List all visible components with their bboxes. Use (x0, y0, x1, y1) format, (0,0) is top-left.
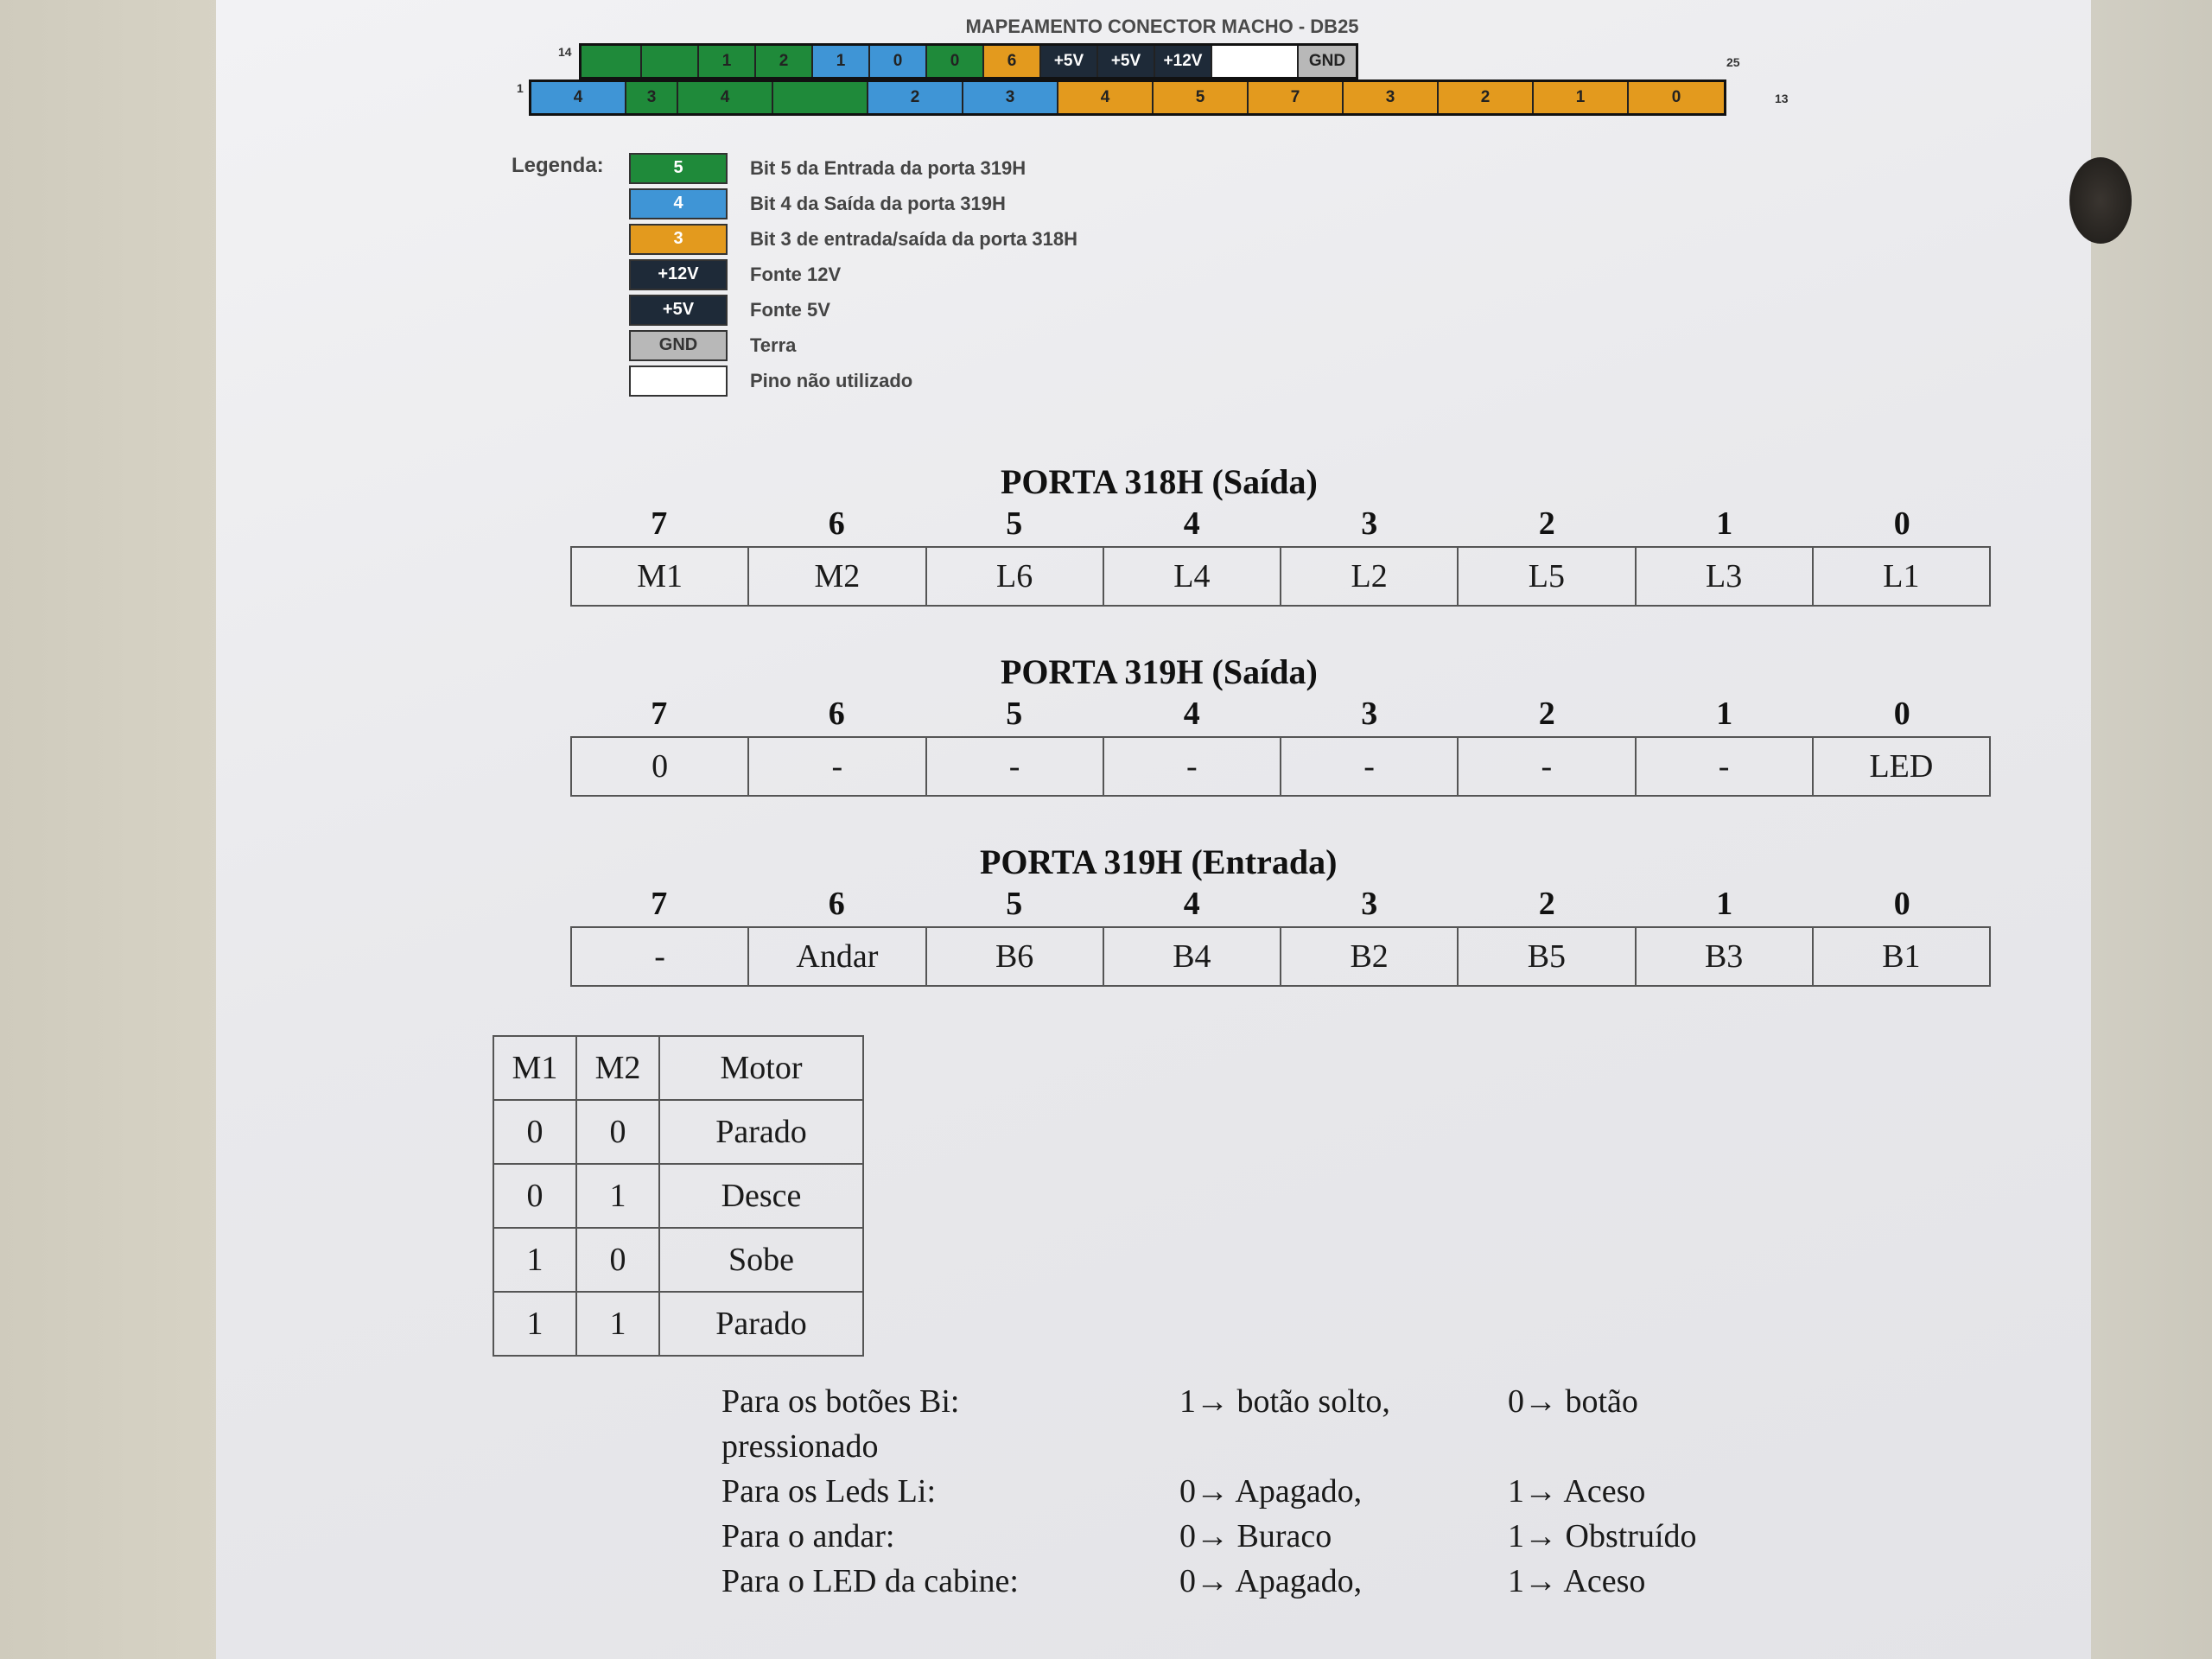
port-cell: B2 (1281, 928, 1459, 985)
port-319h-out-table (570, 736, 1991, 797)
port-cell: - (1637, 738, 1814, 795)
bit-header: 5 (1006, 505, 1023, 542)
header-m1: M1 (493, 1036, 576, 1100)
connector-pin: 0 (1629, 82, 1724, 113)
bit-header: 1 (1716, 505, 1733, 542)
connector-pin: 1 (813, 46, 870, 77)
connector-bottom-row (529, 79, 1726, 116)
connector-title: MAPEAMENTO CONECTOR MACHO - DB25 (965, 16, 1359, 37)
bit-header: 1 (1716, 886, 1733, 922)
port-cell: M2 (749, 548, 926, 605)
bit-header: 0 (1893, 886, 1910, 922)
legend-text: Fonte 12V (750, 263, 842, 285)
port-319h-in-title: PORTA 319H (Entrada) (980, 842, 1338, 881)
legend-swatch: +12V (629, 259, 728, 290)
legend-label: Legenda: (512, 154, 604, 177)
legend-text: Pino não utilizado (750, 369, 913, 391)
port-318h-out-title: PORTA 318H (Saída) (1001, 462, 1318, 501)
legend (629, 150, 1077, 398)
legend-text: Terra (750, 334, 797, 356)
legend-text: Fonte 5V (750, 298, 830, 321)
legend-swatch: GND (629, 330, 728, 361)
table-row (493, 1100, 863, 1164)
connector-pin: +5V (1098, 46, 1155, 77)
cell-m2: 0 (576, 1100, 659, 1164)
port-cell: - (572, 928, 749, 985)
cell-m2: 0 (576, 1228, 659, 1292)
bit-header: 7 (651, 696, 668, 732)
bit-header: 3 (1361, 696, 1378, 732)
port-cell: 0 (572, 738, 749, 795)
cell-m1: 1 (493, 1228, 576, 1292)
connector-pin (642, 46, 699, 77)
note-value-a: 0→ Buraco (1179, 1518, 1332, 1554)
cell-m2: 1 (576, 1292, 659, 1356)
bit-header: 3 (1361, 886, 1378, 922)
note-subject: Para os botões Bi: (721, 1383, 960, 1420)
connector-pin: GND (1299, 46, 1356, 77)
connector-pin: 3 (1344, 82, 1439, 113)
pin-label-13: 13 (1775, 92, 1789, 105)
connector-pin: 2 (1439, 82, 1534, 113)
connector-pin: +5V (1041, 46, 1098, 77)
bit-header: 4 (1183, 886, 1200, 922)
note-subject: Para o LED da cabine: (721, 1563, 1019, 1599)
legend-item (629, 221, 1077, 257)
bit-header: 5 (1006, 886, 1023, 922)
legend-item (629, 186, 1077, 221)
header-m2: M2 (576, 1036, 659, 1100)
cell-m1: 1 (493, 1292, 576, 1356)
note-value-a: 1→ botão solto, (1179, 1383, 1390, 1420)
connector-pin: 1 (1534, 82, 1629, 113)
note-subject: pressionado (721, 1428, 879, 1465)
bit-header: 2 (1538, 886, 1555, 922)
port-cell: L4 (1104, 548, 1281, 605)
connector-pin: 3 (963, 82, 1058, 113)
port-cell: L5 (1459, 548, 1636, 605)
connector-pin: 4 (1058, 82, 1154, 113)
cell-motor: Parado (659, 1292, 863, 1356)
connector-pin: 3 (626, 82, 678, 113)
port-319h-in-table (570, 926, 1991, 987)
bit-header: 2 (1538, 505, 1555, 542)
port-cell: L1 (1883, 558, 1920, 594)
connector-pin: 4 (531, 82, 626, 113)
paper-sheet (216, 0, 2091, 1659)
note-subject: Para os Leds Li: (721, 1473, 937, 1510)
legend-item (629, 257, 1077, 292)
connector-pin: 7 (1249, 82, 1344, 113)
cell-m2: 1 (576, 1164, 659, 1228)
legend-text: Bit 5 da Entrada da porta 319H (750, 156, 1027, 179)
port-cell: M1 (572, 548, 749, 605)
port-cell: B3 (1637, 928, 1814, 985)
connector-pin: 5 (1154, 82, 1249, 113)
port-cell: L6 (927, 548, 1104, 605)
connector-pin (773, 82, 868, 113)
bit-header: 7 (651, 886, 668, 922)
bit-header: 0 (1893, 505, 1910, 542)
wall-hole (2069, 157, 2132, 244)
bit-header: 6 (828, 505, 845, 542)
port-cell: B5 (1459, 928, 1636, 985)
bit-header: 7 (651, 505, 668, 542)
note-value-b: 0→ botão (1508, 1383, 1638, 1420)
bit-header: 6 (828, 696, 845, 732)
connector-pin: 2 (868, 82, 963, 113)
connector-pin: 6 (984, 46, 1041, 77)
port-cell: - (1104, 738, 1281, 795)
cell-motor: Desce (659, 1164, 863, 1228)
legend-text: Bit 4 da Saída da porta 319H (750, 192, 1006, 214)
port-319h-out-bits (570, 695, 1991, 733)
table-row (493, 1292, 863, 1356)
port-cell: L2 (1281, 548, 1459, 605)
legend-swatch: 3 (629, 224, 728, 255)
bit-header: 3 (1361, 505, 1378, 542)
port-cell: LED (1869, 748, 1934, 785)
legend-swatch: +5V (629, 295, 728, 326)
cell-m1: 0 (493, 1100, 576, 1164)
cell-motor: Parado (659, 1100, 863, 1164)
bit-header: 4 (1183, 696, 1200, 732)
legend-text: Bit 3 de entrada/saída da porta 318H (750, 227, 1078, 250)
legend-item (629, 292, 1077, 327)
bit-header: 6 (828, 886, 845, 922)
legend-swatch: 5 (629, 153, 728, 184)
cell-m1: 0 (493, 1164, 576, 1228)
pin-label-14: 14 (558, 45, 572, 59)
legend-item (629, 150, 1077, 186)
legend-swatch (629, 365, 728, 397)
note-value-b: 1→ Aceso (1508, 1473, 1646, 1510)
bit-header: 0 (1893, 696, 1910, 732)
port-cell: Andar (749, 928, 926, 985)
port-cell: B1 (1882, 938, 1921, 975)
pin-label-25: 25 (1726, 55, 1740, 69)
pin-label-1: 1 (517, 81, 524, 95)
legend-swatch: 4 (629, 188, 728, 219)
note-value-b: 1→ Obstruído (1508, 1518, 1697, 1554)
connector-pin: 2 (756, 46, 813, 77)
port-318h-out-bits (570, 505, 1991, 543)
table-row (493, 1228, 863, 1292)
port-cell: - (1281, 738, 1459, 795)
cell-motor: Sobe (659, 1228, 863, 1292)
port-cell: B6 (927, 928, 1104, 985)
connector-pin: 4 (678, 82, 773, 113)
table-row (493, 1164, 863, 1228)
connector-pin (582, 46, 642, 77)
port-cell: L3 (1637, 548, 1814, 605)
legend-item (629, 363, 1077, 398)
port-319h-in-bits (570, 885, 1991, 923)
bit-header: 1 (1716, 696, 1733, 732)
legend-item (629, 327, 1077, 363)
note-subject: Para o andar: (721, 1518, 895, 1554)
bit-header: 5 (1006, 696, 1023, 732)
port-cell: - (927, 738, 1104, 795)
port-cell: B4 (1104, 928, 1281, 985)
port-cell: - (749, 738, 926, 795)
connector-pin: +12V (1155, 46, 1212, 77)
port-318h-out-table (570, 546, 1991, 607)
note-value-a: 0→ Apagado, (1179, 1563, 1363, 1599)
note-value-b: 1→ Aceso (1508, 1563, 1646, 1599)
bit-header: 2 (1538, 696, 1555, 732)
connector-pin: 1 (699, 46, 756, 77)
connector-pin (1212, 46, 1299, 77)
connector-pin: 0 (927, 46, 984, 77)
wall-right (2074, 0, 2212, 1659)
motor-table (493, 1035, 864, 1357)
note-value-a: 0→ Apagado, (1179, 1473, 1363, 1510)
port-cell: - (1459, 738, 1636, 795)
motor-table-header (493, 1036, 863, 1100)
connector-pin: 0 (870, 46, 927, 77)
port-319h-out-title: PORTA 319H (Saída) (1001, 652, 1318, 691)
wall-left (0, 0, 251, 1659)
connector-top-row (579, 43, 1358, 79)
bit-header: 4 (1183, 505, 1200, 542)
header-motor: Motor (659, 1036, 863, 1100)
